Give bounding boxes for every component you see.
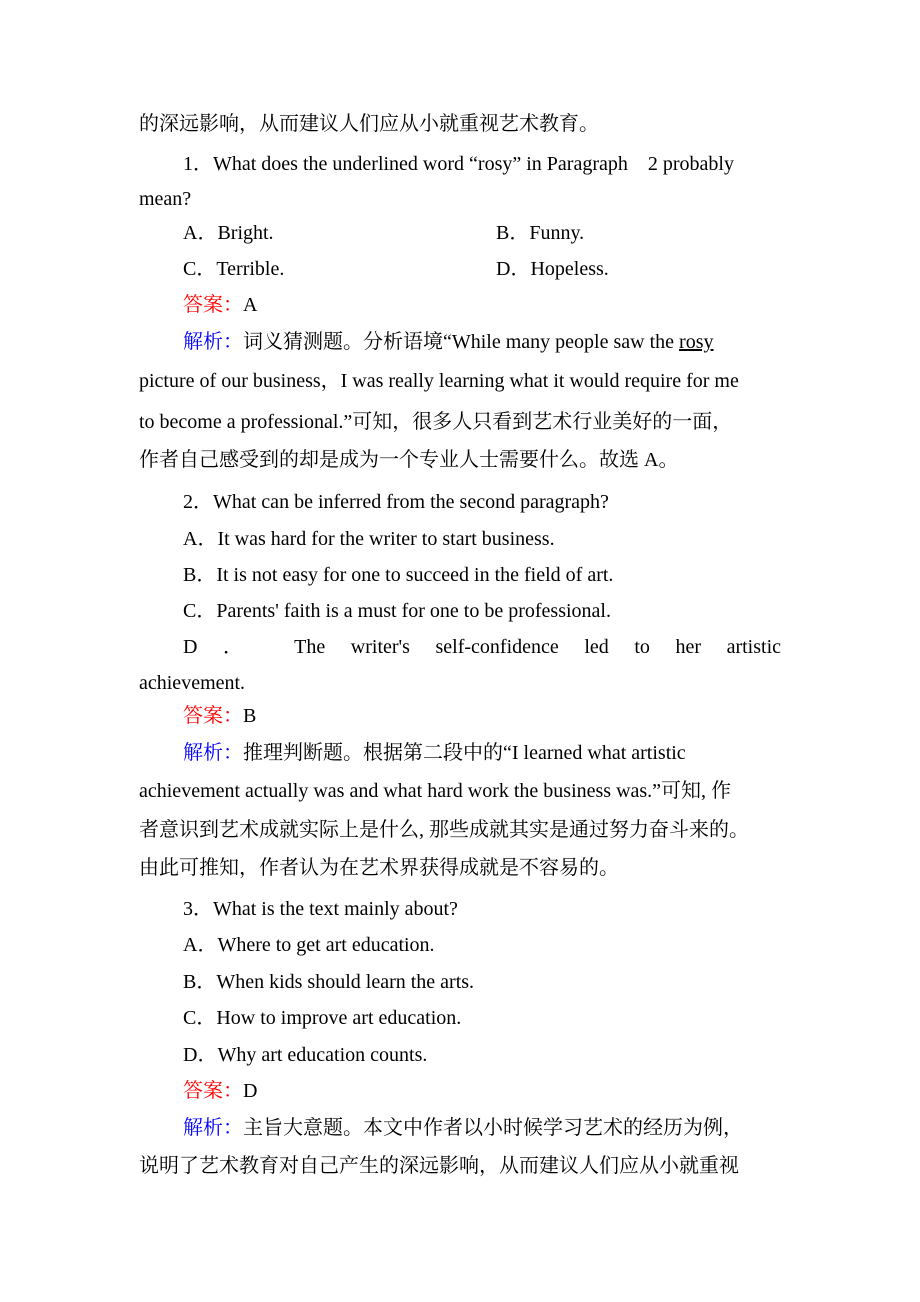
- q1-analysis-line2: picture of our business，I was really learning what it would require for me: [139, 370, 739, 392]
- q1-stem: 1．What does the underlined word “rosy” in Paragraph 2 probably: [183, 153, 734, 175]
- q2-option-d: D ． The writer's self-confidence led to her artistic: [183, 636, 781, 658]
- q3-analysis-line2: 说明了艺术教育对自己产生的深远影响，从而建议人们应从小就重视: [139, 1155, 739, 1177]
- q3-answer: [183, 1079, 257, 1103]
- q1-answer-value: A: [243, 294, 258, 316]
- q3-option-a: A．Where to get art education.: [183, 934, 435, 956]
- q1-option-c: C．Terrible.: [183, 258, 285, 280]
- q2-analysis-line1: [183, 741, 686, 765]
- analysis-label: 解析：: [183, 742, 243, 764]
- q1-options-row1: [183, 221, 683, 245]
- answer-label: 答案：: [183, 294, 243, 316]
- q2-option-b: B．It is not easy for one to succeed in the field of art.: [183, 564, 614, 586]
- q2-option-c: C．Parents' faith is a must for one to be professional.: [183, 600, 611, 622]
- q3-stem: 3．What is the text mainly about?: [183, 898, 458, 920]
- q3-answer-value: D: [243, 1080, 258, 1102]
- q1-option-b: B．Funny.: [496, 222, 585, 244]
- q2-analysis-text: 推理判断题。根据第二段中的“I learned what artistic: [243, 742, 686, 764]
- q1-analysis-line3: to become a professional.”可知，很多人只看到艺术行业美好的一面，: [139, 411, 733, 433]
- q2-answer-value: B: [243, 705, 257, 727]
- q3-option-c: C．How to improve art education.: [183, 1007, 462, 1029]
- q1-analysis-line4: 作者自己感受到的却是成为一个专业人士需要什么。故选 A。: [139, 449, 679, 471]
- q1-analysis-line1: [183, 330, 713, 354]
- q1-options-row2: [183, 257, 683, 281]
- underlined-word: rosy: [679, 331, 714, 353]
- q2-answer: [183, 704, 256, 728]
- q1-analysis-text: 词义猜测题。分析语境“While many people saw the: [243, 331, 680, 353]
- q2-option-a: A．It was hard for the writer to start business.: [183, 528, 555, 550]
- q1-option-a: A．Bright.: [183, 222, 274, 244]
- q3-option-b: B．When kids should learn the arts.: [183, 971, 475, 993]
- q2-analysis-line4: 由此可推知，作者认为在艺术界获得成就是不容易的。: [139, 857, 619, 879]
- q2-stem: 2．What can be inferred from the second paragraph?: [183, 491, 609, 513]
- q3-analysis-text: 主旨大意题。本文中作者以小时候学习艺术的经历为例，: [243, 1117, 743, 1139]
- answer-label: 答案：: [183, 705, 243, 727]
- q2-analysis-line3: 者意识到艺术成就实际上是什么, 那些成就其实是通过努力奋斗来的。: [139, 819, 749, 841]
- q1-answer: [183, 293, 257, 317]
- q1-stem-cont: mean?: [139, 188, 192, 210]
- q2-option-d-cont: achievement.: [139, 672, 246, 694]
- q1-option-d: D．Hopeless.: [496, 258, 609, 280]
- answer-label: 答案：: [183, 1080, 243, 1102]
- intro-tail-text: 的深远影响，从而建议人们应从小就重视艺术教育。: [139, 113, 599, 135]
- q2-analysis-line2: achievement actually was and what hard work the business was.”可知, 作: [139, 780, 732, 802]
- q3-option-d: D．Why art education counts.: [183, 1044, 428, 1066]
- analysis-label: 解析：: [183, 331, 243, 353]
- analysis-label: 解析：: [183, 1117, 243, 1139]
- q3-analysis-line1: [183, 1116, 743, 1140]
